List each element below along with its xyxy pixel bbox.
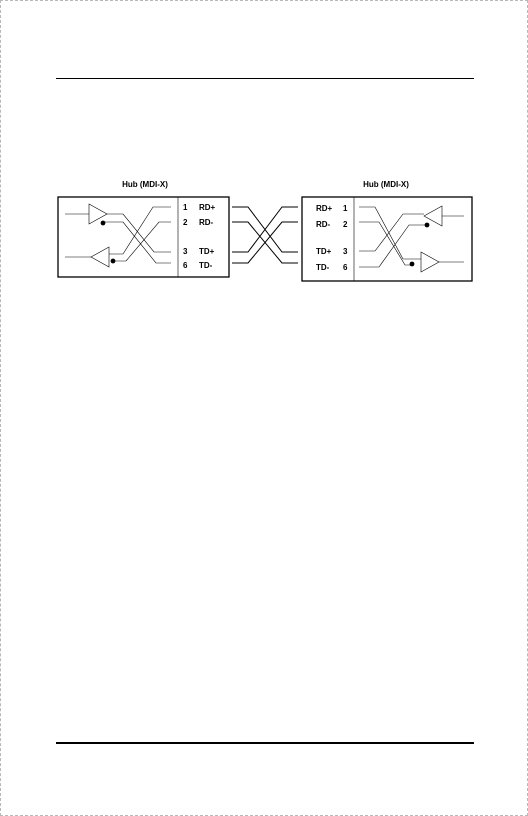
right-pin-signal: TD+ — [316, 247, 332, 256]
left-pin-signal: RD+ — [199, 203, 216, 212]
right-transmit-buffer-icon — [421, 252, 439, 272]
crossover-cable-diagram — [1, 1, 527, 815]
right-pin-signal: TD- — [316, 263, 330, 272]
left-hub-title: Hub (MDI-X) — [122, 180, 168, 189]
right-hub — [302, 180, 472, 281]
right-transmit-junction-dot — [410, 262, 415, 267]
cable-wire-td-minus-to-rd-minus — [232, 222, 298, 263]
left-pin-number: 1 — [183, 203, 188, 212]
right-pin-number: 3 — [343, 247, 348, 256]
right-pin-number: 2 — [343, 220, 348, 229]
left-transmit-buffer-icon — [91, 247, 109, 267]
left-receive-junction-dot — [101, 221, 106, 226]
right-hub-title: Hub (MDI-X) — [363, 180, 409, 189]
footer-rule — [56, 742, 474, 744]
crossover-cable — [232, 207, 298, 263]
left-hub — [58, 180, 229, 277]
cable-wire-td-plus-to-rd-plus — [232, 207, 298, 252]
left-pin-number: 2 — [183, 218, 188, 227]
left-pin-number: 3 — [183, 247, 188, 256]
right-pin-number: 1 — [343, 204, 348, 213]
right-receive-junction-dot — [425, 223, 430, 228]
right-pin-signal: RD+ — [316, 204, 333, 213]
left-pin-signal: RD- — [199, 218, 214, 227]
right-pin-number: 6 — [343, 263, 348, 272]
right-pin-signal: RD- — [316, 220, 331, 229]
left-pin-number: 6 — [183, 261, 188, 270]
left-pin-signal: TD+ — [199, 247, 215, 256]
left-pin-signal: TD- — [199, 261, 213, 270]
left-transmit-junction-dot — [111, 259, 116, 264]
